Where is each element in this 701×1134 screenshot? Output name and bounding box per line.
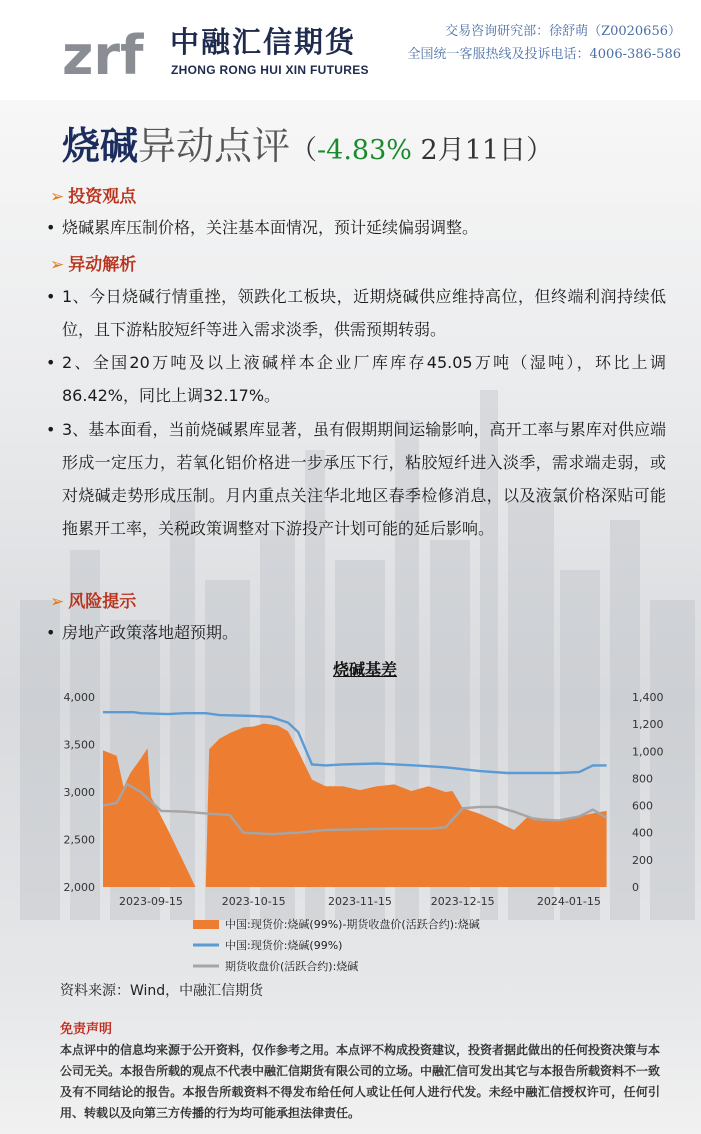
legend-label-2: 期货收盘价(活跃合约):烧碱 xyxy=(225,960,359,973)
page-title xyxy=(62,115,553,170)
paragraph-text: 1、今日烧碱行情重挫，领跌化工板块，近期烧碱供应维持高位，但终端利润持续低位，且下游粘胶短纤等进入需求淡季，供需预期转弱。 xyxy=(62,287,666,339)
chart-title: 烧碱基差 xyxy=(332,660,397,679)
arrow-icon: ➢ xyxy=(50,592,65,612)
legend-swatch-0 xyxy=(193,920,219,929)
arrow-icon: ➢ xyxy=(50,187,65,207)
header xyxy=(0,0,701,100)
legend-label-0: 中国:现货价:烧碱(99%)-期货收盘价(活跃合约):烧碱 xyxy=(225,918,480,931)
paragraph-analysis-3 xyxy=(46,413,666,545)
heading-text: 风险提示 xyxy=(68,592,137,612)
y-left-tick-label: 2,500 xyxy=(63,833,95,847)
y-right-tick-label: 1,400 xyxy=(632,691,664,704)
title-open-paren: （ xyxy=(290,135,318,166)
title-close-paren: ） xyxy=(526,135,554,166)
paragraph-text: 3、基本面看，当前烧碱累库显著，虽有假期期间运输影响，高开工率与累库对供应端形成一定压力，若氧化铝价格进一步承压下行，粘胶短纤进入淡季，需求端走弱，或对烧碱走势形成压制。月内重点关注华北地区春季检修消息，以及液氯价格深贴可能拖累开工率，关税政策调整对下游投产计划可能的延后影响。 xyxy=(62,420,666,538)
bullet-icon: • xyxy=(46,353,56,372)
y-left-tick-label: 3,000 xyxy=(63,786,95,799)
analyst-line: 交易咨询研究部：徐舒萌（Z0020656） xyxy=(445,24,681,39)
y-right-tick-label: 600 xyxy=(632,799,653,813)
legend-label-1: 中国:现货价:烧碱(99%) xyxy=(225,939,343,952)
disclaimer-text: 本点评中的信息均来源于公开资料，仅作参考之用。本点评不构成投资建议，投资者据此做出的任何投资决策与本公司无关。本报告所载的观点不代表中融汇信期货有限公司的立场。中融汇信可发出其它与本报告所载资料不一致及有不同结论的报告。本报告所载资料不得发布给任何人或让任何人进行代发。未经中融汇信授权许可，任何引用、转载以及向第三方传播的行为均可能承担法律责任。 xyxy=(60,1043,661,1120)
y-right-tick-label: 400 xyxy=(632,826,653,840)
price-change: -4.83% xyxy=(317,135,412,166)
series-line-1 xyxy=(103,712,607,773)
bullet-icon: • xyxy=(46,623,56,642)
title-main: 烧碱 xyxy=(62,123,139,168)
paragraph-analysis-1 xyxy=(46,280,666,346)
paragraph-view xyxy=(46,211,666,244)
report-date: 2月11日 xyxy=(411,135,527,166)
section-heading-analysis xyxy=(50,250,136,275)
hotline-line: 全国统一客服热线及投诉电话：4006-386-586 xyxy=(407,47,681,62)
paragraph-risk xyxy=(46,616,666,649)
arrow-icon: ➢ xyxy=(50,255,65,275)
y-left-tick-label: 4,000 xyxy=(63,691,95,704)
basis-chart xyxy=(55,655,675,985)
contact-info xyxy=(408,20,682,66)
series-area-basis xyxy=(103,724,607,887)
paragraph-text: 2、全国20万吨及以上液碱样本企业厂库库存45.05万吨（湿吨），环比上调86.42%，同比上调32.17%。 xyxy=(62,353,666,405)
section-heading-view xyxy=(50,182,136,207)
y-right-tick-label: 200 xyxy=(632,853,653,867)
y-left-tick-label: 3,500 xyxy=(63,738,95,752)
x-tick-label: 2023-12-15 xyxy=(430,895,495,908)
title-meta xyxy=(290,135,553,166)
bullet-icon: • xyxy=(46,218,56,237)
logo-letters: zrf xyxy=(62,24,144,82)
y-right-tick-label: 1,000 xyxy=(632,745,664,759)
heading-text: 异动解析 xyxy=(68,255,137,275)
y-left-tick-label: 2,000 xyxy=(63,881,95,894)
chart-svg xyxy=(55,655,675,985)
company-logo xyxy=(62,12,162,82)
x-tick-label: 2024-01-15 xyxy=(536,895,601,908)
x-tick-label: 2023-09-15 xyxy=(118,895,183,908)
company-name-en: ZHONG RONG HUI XIN FUTURES xyxy=(171,63,369,77)
paragraph-text: 房地产政策落地超预期。 xyxy=(62,623,239,642)
section-heading-risk xyxy=(50,587,136,612)
bullet-icon: • xyxy=(46,420,56,439)
y-right-tick-label: 800 xyxy=(632,772,653,786)
bullet-icon: • xyxy=(46,287,56,306)
title-sub: 异动点评 xyxy=(138,124,291,168)
y-right-tick-label: 1,200 xyxy=(632,718,664,732)
x-tick-label: 2023-11-15 xyxy=(327,895,392,908)
x-tick-label: 2023-10-15 xyxy=(221,895,286,908)
heading-text: 投资观点 xyxy=(68,187,137,207)
disclaimer-heading: 免责声明 xyxy=(60,1022,113,1037)
paragraph-text: 烧碱累库压制价格，关注基本面情况，预计延续偏弱调整。 xyxy=(62,218,479,237)
paragraph-analysis-2 xyxy=(46,346,666,412)
y-right-tick-label: 0 xyxy=(632,881,639,894)
data-source: 资料来源：Wind，中融汇信期货 xyxy=(60,983,264,999)
company-name-cn: 中融汇信期货 xyxy=(170,25,357,59)
